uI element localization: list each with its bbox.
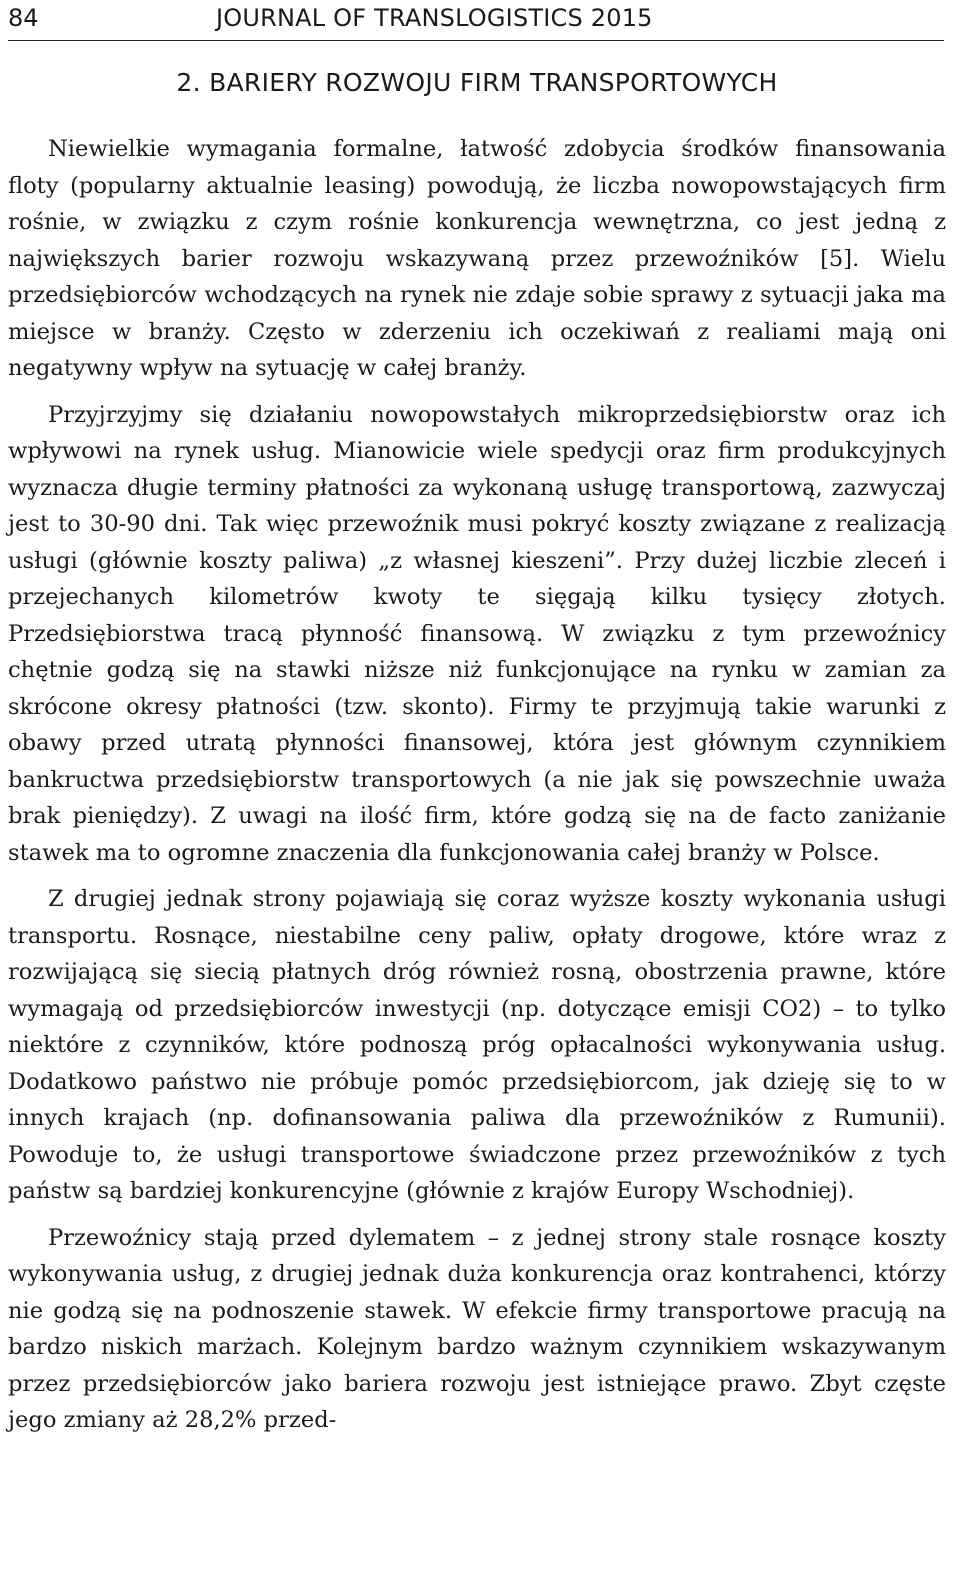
paragraph: Niewielkie wymagania formalne, łatwość zdobycia środków finansowania floty (popularny aktualnie leasing) powodują, że liczba nowopowstających firm rośnie, w związku z czym rośnie konkurencja wewnętrzna, co jest jedną z największych barier rozwoju wskazywaną przez przewoźników [5]. Wielu przedsiębiorców wchodzących na rynek nie zdaje sobie sprawy z sytuacji jaka ma miejsce w branży. Często w zderzeniu ich oczekiwań z realiami mają oni negatywny wpływ na sytuację w całej branży. [8,136,946,381]
page-number: 84 [8,4,39,32]
body-text [8,131,946,1439]
section-heading: 2. BARIERY ROZWOJU FIRM TRANSPORTOWYCH [176,68,778,97]
document-page [8,0,946,1586]
running-header [8,0,944,41]
journal-title: JOURNAL OF TRANSLOGISTICS 2015 [216,4,653,32]
paragraph: Przyjrzyjmy się działaniu nowopowstałych mikroprzedsiębiorstw oraz ich wpływowi na rynek usług. Mianowicie wiele spedycji oraz firm produkcyjnych wyznacza długie terminy płatności za wykonaną usługę transportową, zazwyczaj jest to 30-90 dni. Tak więc przewoźnik musi pokryć koszty związane z realizacją usługi (głównie koszty paliwa) „z własnej kieszeni”. Przy dużej liczbie zleceń i przejechanych kilometrów kwoty te sięgają kilku tysięcy złotych. Przedsiębiorstwa tracą płynność finansową. W związku z tym przewoźnicy chętnie godzą się na stawki niższe niż funkcjonujące na rynku w zamian za skrócone okresy płatności (tzw. skonto). Firmy te przyjmują takie warunki z obawy przed utratą płynności finansowej, która jest głównym czynnikiem bankructwa przedsiębiorstw transportowych (a nie jak się powszechnie uważa brak pieniędzy). Z uwagi na ilość firm, które godzą się na de facto zaniżanie stawek ma to ogromne znaczenia dla funkcjonowania całej branży w Polsce. [8,401,946,866]
paragraph: Z drugiej jednak strony pojawiają się coraz wyższe koszty wykonania usługi transportu. Rosnące, niestabilne ceny paliw, opłaty drogowe, które wraz z rozwijającą się siecią płatnych dróg również rosną, obostrzenia prawne, które wymagają od przedsiębiorców inwestycji (np. dotyczące emisji CO2) – to tylko niektóre z czynników, które podnoszą próg opłacalności wykonywania usług. Dodatkowo państwo nie próbuje pomóc przedsiębiorcom, jak dzieję się to w innych krajach (np. dofinansowania paliwa dla przewoźników z Rumunii). Powoduje to, że usługi transportowe świadczone przez przewoźników z tych państw są bardziej konkurencyjne (głównie z krajów Europy Wschodniej). [8,886,946,1204]
paragraph: Przewoźnicy stają przed dylematem – z jednej strony stale rosnące koszty wykonywania usług, z drugiej jednak duża konkurencja oraz kontrahenci, którzy nie godzą się na podnoszenie stawek. W efekcie firmy transportowe pracują na bardzo niskich marżach. Kolejnym bardzo ważnym czynnikiem wskazywanym przez przedsiębiorców jako bariera rozwoju jest istniejące prawo. Zbyt częste jego zmiany aż 28,2% przed- [8,1224,946,1433]
